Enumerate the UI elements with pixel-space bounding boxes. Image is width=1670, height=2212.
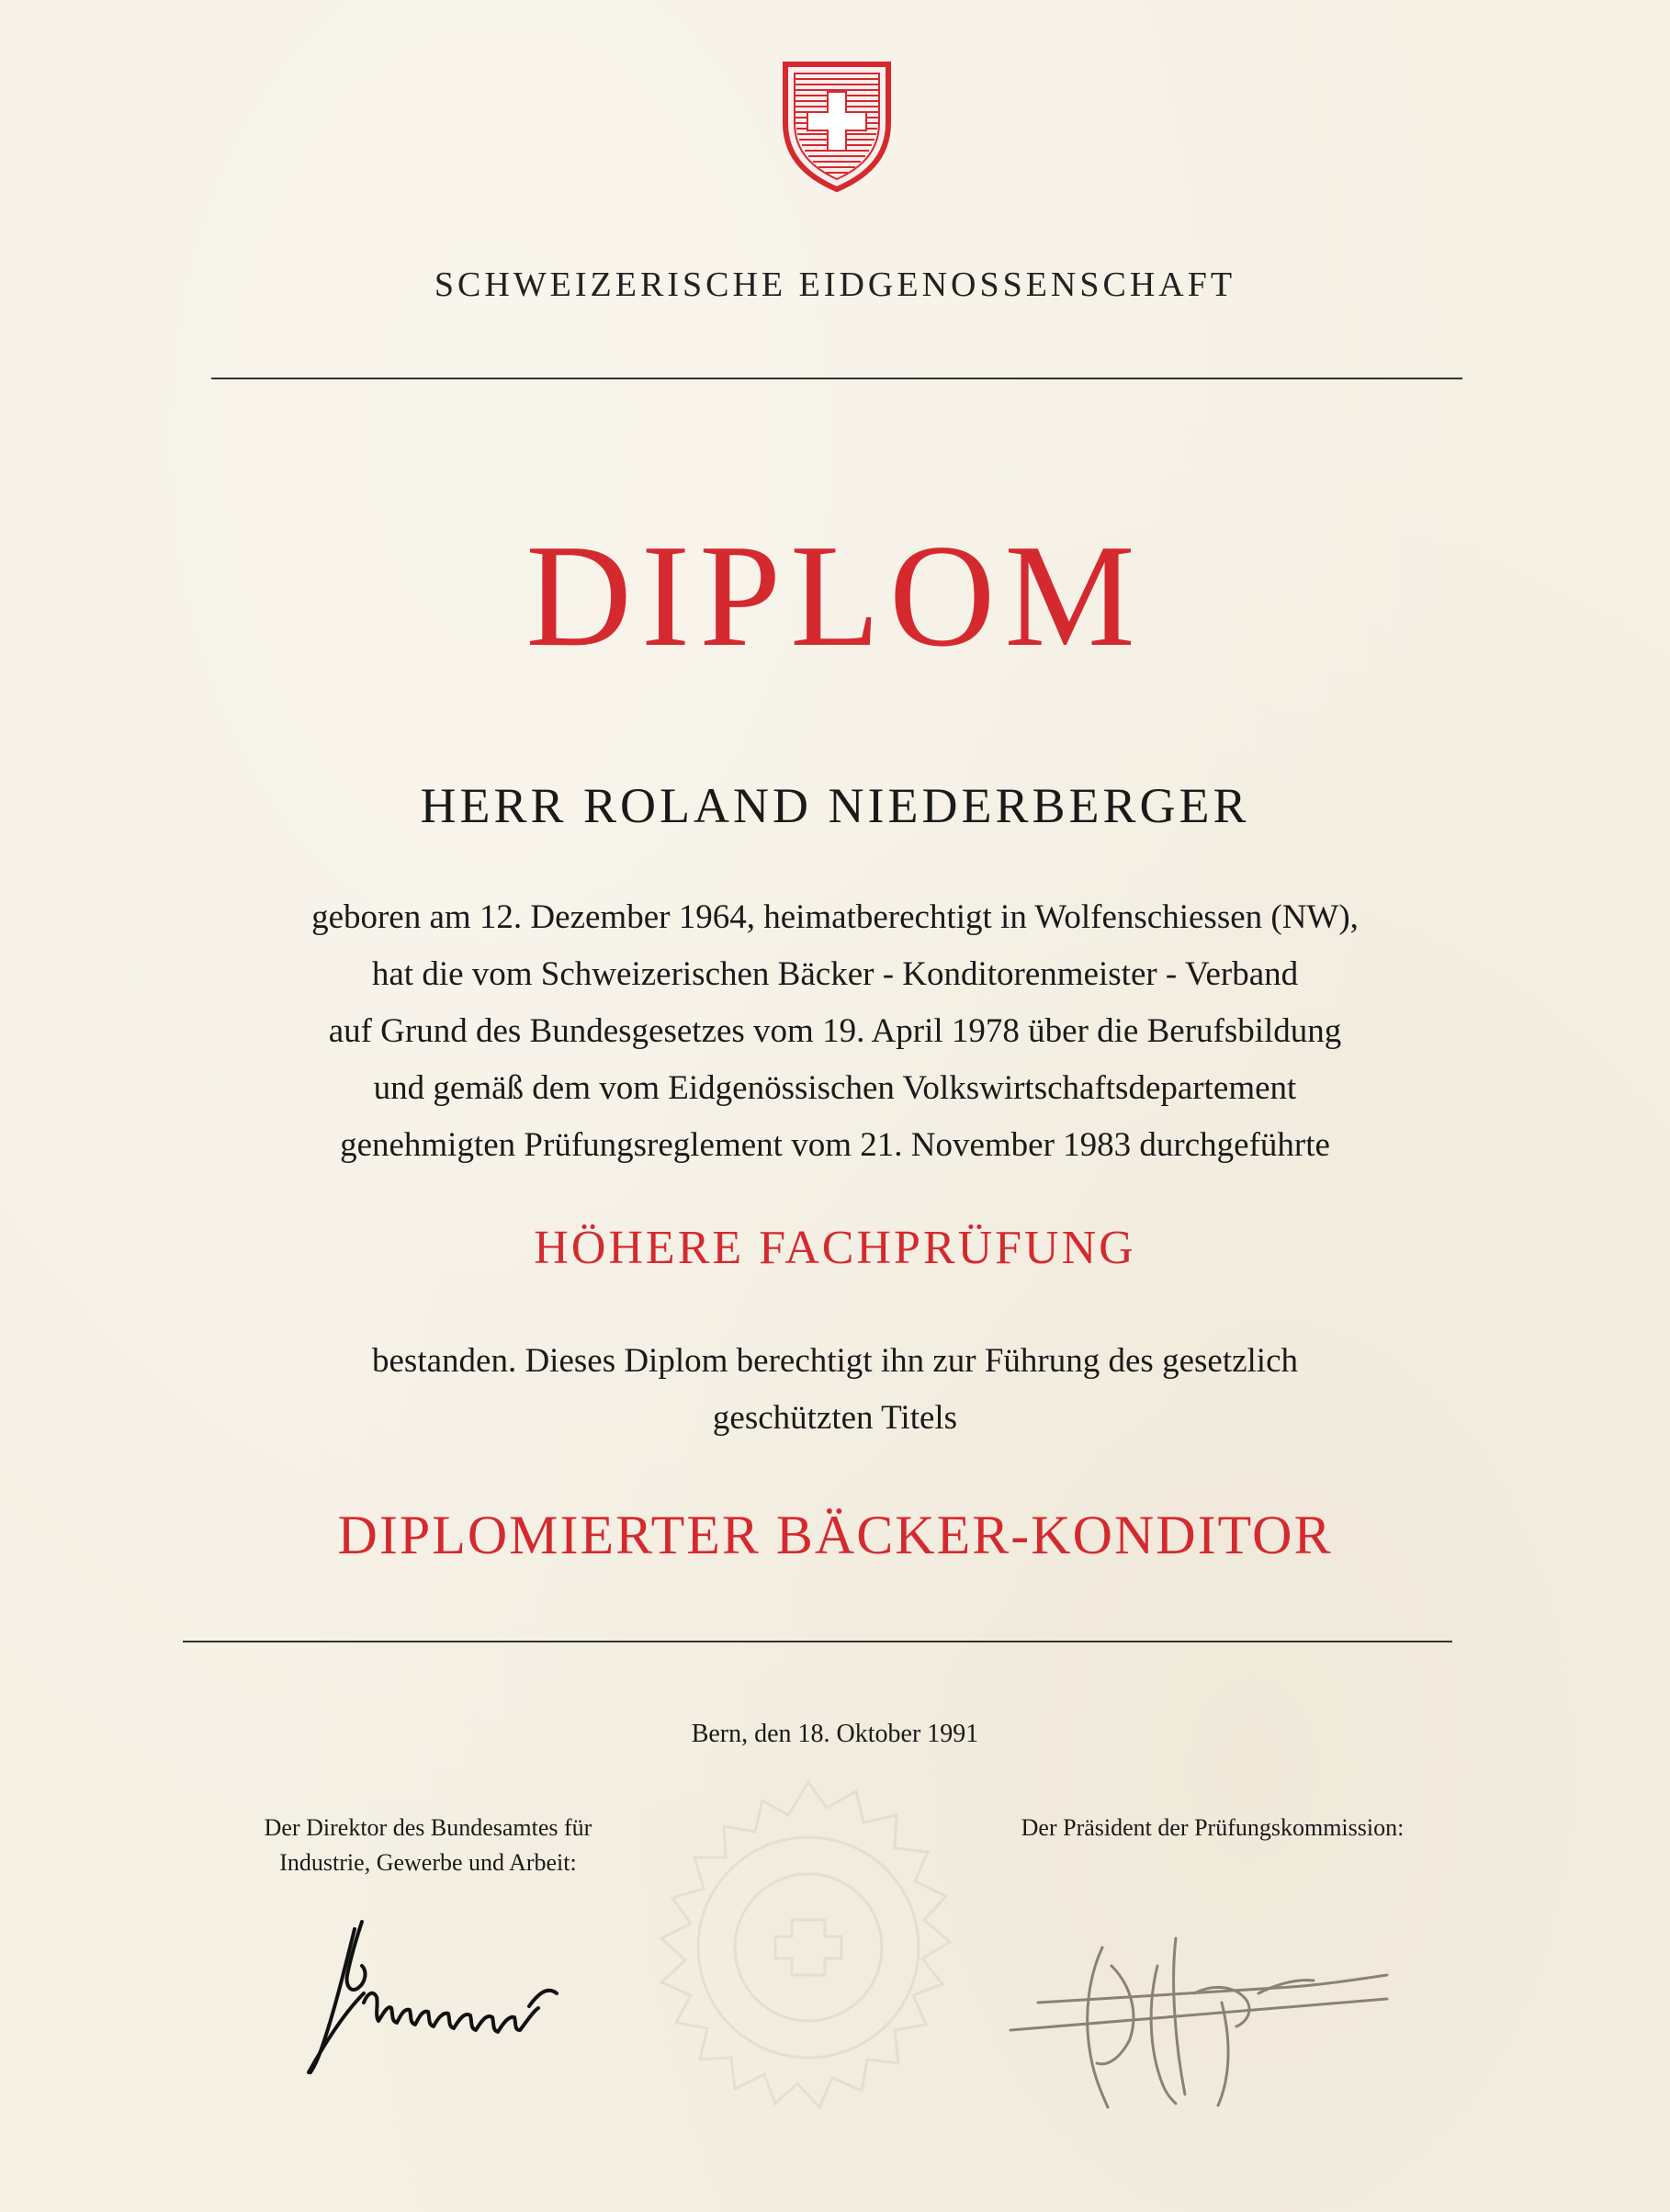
body-line: genehmigten Prüfungsreglement vom 21. November 1983 durchgeführte <box>340 1126 1330 1164</box>
body-line: auf Grund des Bundesgesetzes vom 19. April 1978 über die Berufsbildung <box>328 1012 1342 1050</box>
diploma-title: DIPLOM <box>525 514 1145 677</box>
left-signature-icon <box>290 1902 593 2085</box>
body-line: hat die vom Schweizerischen Bäcker - Konditorenmeister - Verband <box>371 955 1299 993</box>
bottom-divider <box>183 1641 1452 1642</box>
recipient-name: HERR ROLAND NIEDERBERGER <box>420 778 1250 833</box>
right-signature-icon <box>1001 1911 1405 2122</box>
body-line: und gemäß dem vom Eidgenössischen Volkswirtschaftsdepartement <box>373 1069 1297 1107</box>
country-heading: SCHWEIZERISCHE EIDGENOSSENSCHAFT <box>434 265 1236 304</box>
left-signatory-line: Industrie, Gewerbe und Arbeit: <box>279 1849 577 1876</box>
result-line: geschützten Titels <box>712 1399 958 1437</box>
exam-name: HÖHERE FACHPRÜFUNG <box>534 1222 1136 1274</box>
degree-title: DIPLOMIERTER BÄCKER-KONDITOR <box>337 1505 1333 1565</box>
body-line: geboren am 12. Dezember 1964, heimatberechtigt in Wolfenschiessen (NW), <box>311 898 1359 936</box>
right-signatory-label <box>965 1811 1461 1845</box>
result-line: bestanden. Dieses Diplom berechtigt ihn zur Führung des gesetzlich <box>372 1342 1298 1380</box>
body-paragraph <box>0 889 1670 1174</box>
place-date: Bern, den 18. Oktober 1991 <box>691 1720 979 1748</box>
swiss-coat-of-arms-icon <box>780 59 894 193</box>
right-signatory-line: Der Präsident der Prüfungskommission: <box>1021 1814 1405 1841</box>
left-signatory-line: Der Direktor des Bundesamtes für <box>264 1814 592 1841</box>
embossed-seal-icon <box>606 1764 1010 2168</box>
top-divider <box>211 378 1462 379</box>
result-paragraph <box>0 1333 1670 1447</box>
left-signatory-label <box>217 1811 639 1880</box>
